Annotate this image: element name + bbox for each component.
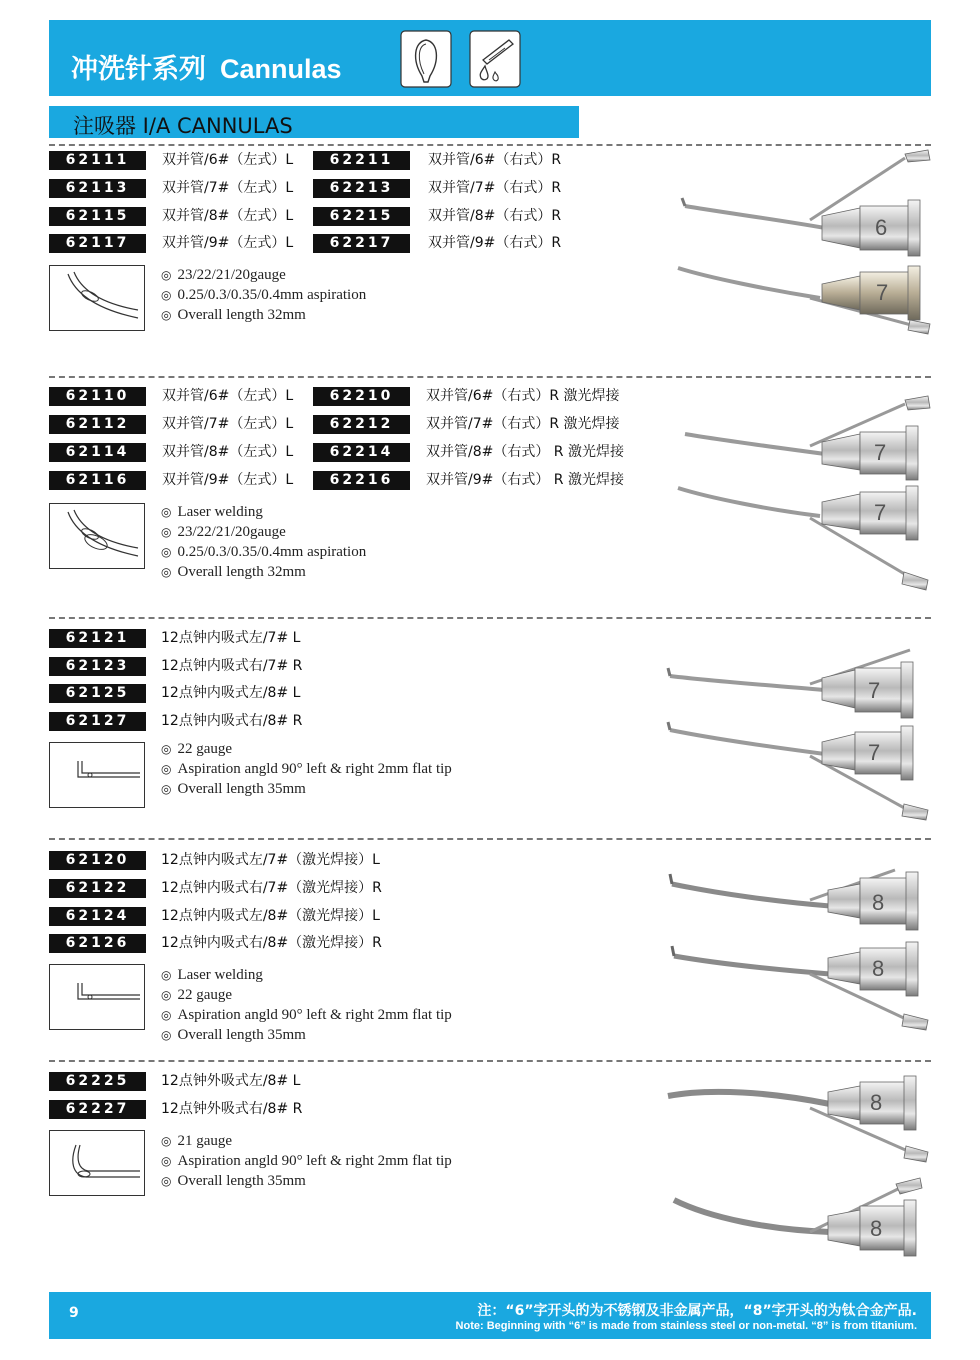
spec-line: ◎ 23/22/21/20gauge (161, 267, 286, 283)
cannula-photo-7 (670, 870, 918, 930)
item-desc: 双并管/6#（右式）R 激光焊接 (426, 388, 620, 404)
footer-note-en: Note: Beginning with “6” is made from stainless steel or non-metal. “8” is from titanium. (455, 1320, 917, 1332)
item-code: 62216 (313, 471, 410, 490)
item-code: 62110 (49, 387, 146, 406)
item-desc: 12点钟内吸式左/7# L (161, 630, 301, 646)
item-desc: 12点钟外吸式左/8# L (161, 1073, 301, 1089)
item-desc: 12点钟内吸式左/8#（激光焊接）L (161, 908, 380, 924)
item-code: 62116 (49, 471, 146, 490)
footer-note-cn: 注：“6”字开头的为不锈钢及非金属产品，“8”字开头的为钛合金产品. (477, 1303, 917, 1319)
tip-diagram (49, 742, 145, 808)
spec-line: ◎ Overall length 32mm (161, 307, 306, 323)
cannula-photo-1 (682, 150, 930, 256)
cannula-photo-5 (668, 650, 913, 718)
item-code: 62121 (49, 629, 146, 648)
page-title (71, 56, 342, 83)
item-code: 62120 (49, 851, 146, 870)
tip-diagram (49, 503, 145, 569)
item-code: 62214 (313, 443, 410, 462)
footer-bar (49, 1292, 931, 1339)
hub-number: 7 (874, 440, 887, 465)
item-desc: 双并管/7#（左式）L (162, 180, 294, 196)
item-code: 62111 (49, 151, 146, 170)
title-en: Cannulas (220, 54, 342, 84)
item-desc: 双并管/9#（右式）R (428, 235, 562, 251)
item-code: 62212 (313, 415, 410, 434)
product-photos (660, 148, 940, 1288)
spec-line: ◎ 22 gauge (161, 987, 233, 1003)
item-code: 62124 (49, 907, 146, 926)
hub-number: 7 (868, 740, 881, 765)
item-desc: 双并管/7#（右式）R 激光焊接 (426, 416, 620, 432)
spec-line: ◎ Laser welding (161, 967, 263, 983)
spec-line: ◎ 22 gauge (161, 741, 233, 757)
item-code: 62225 (49, 1072, 146, 1091)
item-desc: 双并管/9#（右式） R 激光焊接 (426, 472, 624, 488)
loop-instrument-icon (400, 30, 452, 88)
item-code: 62213 (313, 179, 410, 198)
cannula-photo-9 (668, 1076, 928, 1162)
item-desc: 双并管/7#（左式）L (162, 416, 294, 432)
hub-number: 8 (872, 956, 885, 981)
spec-line: ◎ Aspiration angld 90° left & right 2mm flat tip (161, 1007, 452, 1023)
header-bar (49, 20, 931, 96)
cannula-photo-6 (668, 722, 928, 820)
item-code: 62215 (313, 207, 410, 226)
tip-diagram (49, 1130, 145, 1196)
item-code: 62210 (313, 387, 410, 406)
item-desc: 双并管/9#（左式）L (162, 472, 294, 488)
item-code: 62112 (49, 415, 146, 434)
hub-number: 6 (875, 215, 888, 240)
item-desc: 12点钟内吸式右/8# R (161, 713, 303, 729)
item-desc: 双并管/6#（左式）L (162, 388, 294, 404)
item-desc: 双并管/8#（左式）L (162, 444, 294, 460)
item-code: 62117 (49, 234, 146, 253)
item-code: 62114 (49, 443, 146, 462)
irrigation-drop-icon (469, 30, 521, 88)
hub-number: 7 (868, 678, 881, 703)
cannula-photo-8 (672, 942, 928, 1030)
title-cn: 冲洗针系列 (71, 54, 206, 85)
spec-line: ◎ 0.25/0.3/0.35/0.4mm aspiration (161, 287, 367, 303)
cannula-photo-2 (678, 266, 930, 334)
item-code: 62125 (49, 684, 146, 703)
item-desc: 12点钟外吸式右/8# R (161, 1101, 303, 1117)
hub-number: 7 (876, 280, 889, 305)
item-code: 62122 (49, 879, 146, 898)
cannula-photo-10 (674, 1178, 922, 1256)
item-code: 62127 (49, 712, 146, 731)
item-code: 62211 (313, 151, 410, 170)
cannula-photo-3 (685, 396, 930, 480)
item-desc: 12点钟内吸式右/7#（激光焊接）R (161, 880, 382, 896)
spec-line: ◎ Overall length 32mm (161, 564, 306, 580)
item-desc: 双并管/8#（右式） R 激光焊接 (426, 444, 624, 460)
item-code: 62115 (49, 207, 146, 226)
item-desc: 12点钟内吸式左/7#（激光焊接）L (161, 852, 380, 868)
item-desc: 双并管/6#（左式）L (162, 152, 294, 168)
spec-line: ◎ Aspiration angld 90° left & right 2mm flat tip (161, 761, 452, 777)
hub-number: 7 (874, 500, 887, 525)
tip-diagram (49, 265, 145, 331)
item-desc: 双并管/9#（左式）L (162, 235, 294, 251)
item-desc: 双并管/8#（右式）R (428, 208, 562, 224)
item-code: 62217 (313, 234, 410, 253)
section-divider (49, 144, 931, 146)
spec-line: ◎ 21 gauge (161, 1133, 233, 1149)
subheader-title: 注吸器 I/A CANNULAS (73, 114, 293, 138)
subheader-bar (49, 106, 579, 138)
spec-line: ◎ 23/22/21/20gauge (161, 524, 286, 540)
item-desc: 12点钟内吸式右/8#（激光焊接）R (161, 935, 382, 951)
spec-line: ◎ Overall length 35mm (161, 1173, 306, 1189)
spec-line: ◎ Laser welding (161, 504, 263, 520)
spec-line: ◎ Overall length 35mm (161, 781, 306, 797)
item-desc: 双并管/7#（右式）R (428, 180, 562, 196)
hub-number: 8 (870, 1090, 883, 1115)
spec-line: ◎ Overall length 35mm (161, 1027, 306, 1043)
item-code: 62123 (49, 657, 146, 676)
page-number: 9 (69, 1305, 79, 1321)
spec-line: ◎ Aspiration angld 90° left & right 2mm flat tip (161, 1153, 452, 1169)
item-desc: 12点钟内吸式左/8# L (161, 685, 301, 701)
item-desc: 双并管/6#（右式）R (428, 152, 562, 168)
item-desc: 双并管/8#（左式）L (162, 208, 294, 224)
tip-diagram (49, 964, 145, 1030)
item-code: 62113 (49, 179, 146, 198)
item-code: 62126 (49, 934, 146, 953)
item-desc: 12点钟内吸式右/7# R (161, 658, 303, 674)
item-code: 62227 (49, 1100, 146, 1119)
cannula-photo-4 (678, 486, 928, 590)
hub-number: 8 (870, 1216, 883, 1241)
hub-number: 8 (872, 890, 885, 915)
spec-line: ◎ 0.25/0.3/0.35/0.4mm aspiration (161, 544, 367, 560)
